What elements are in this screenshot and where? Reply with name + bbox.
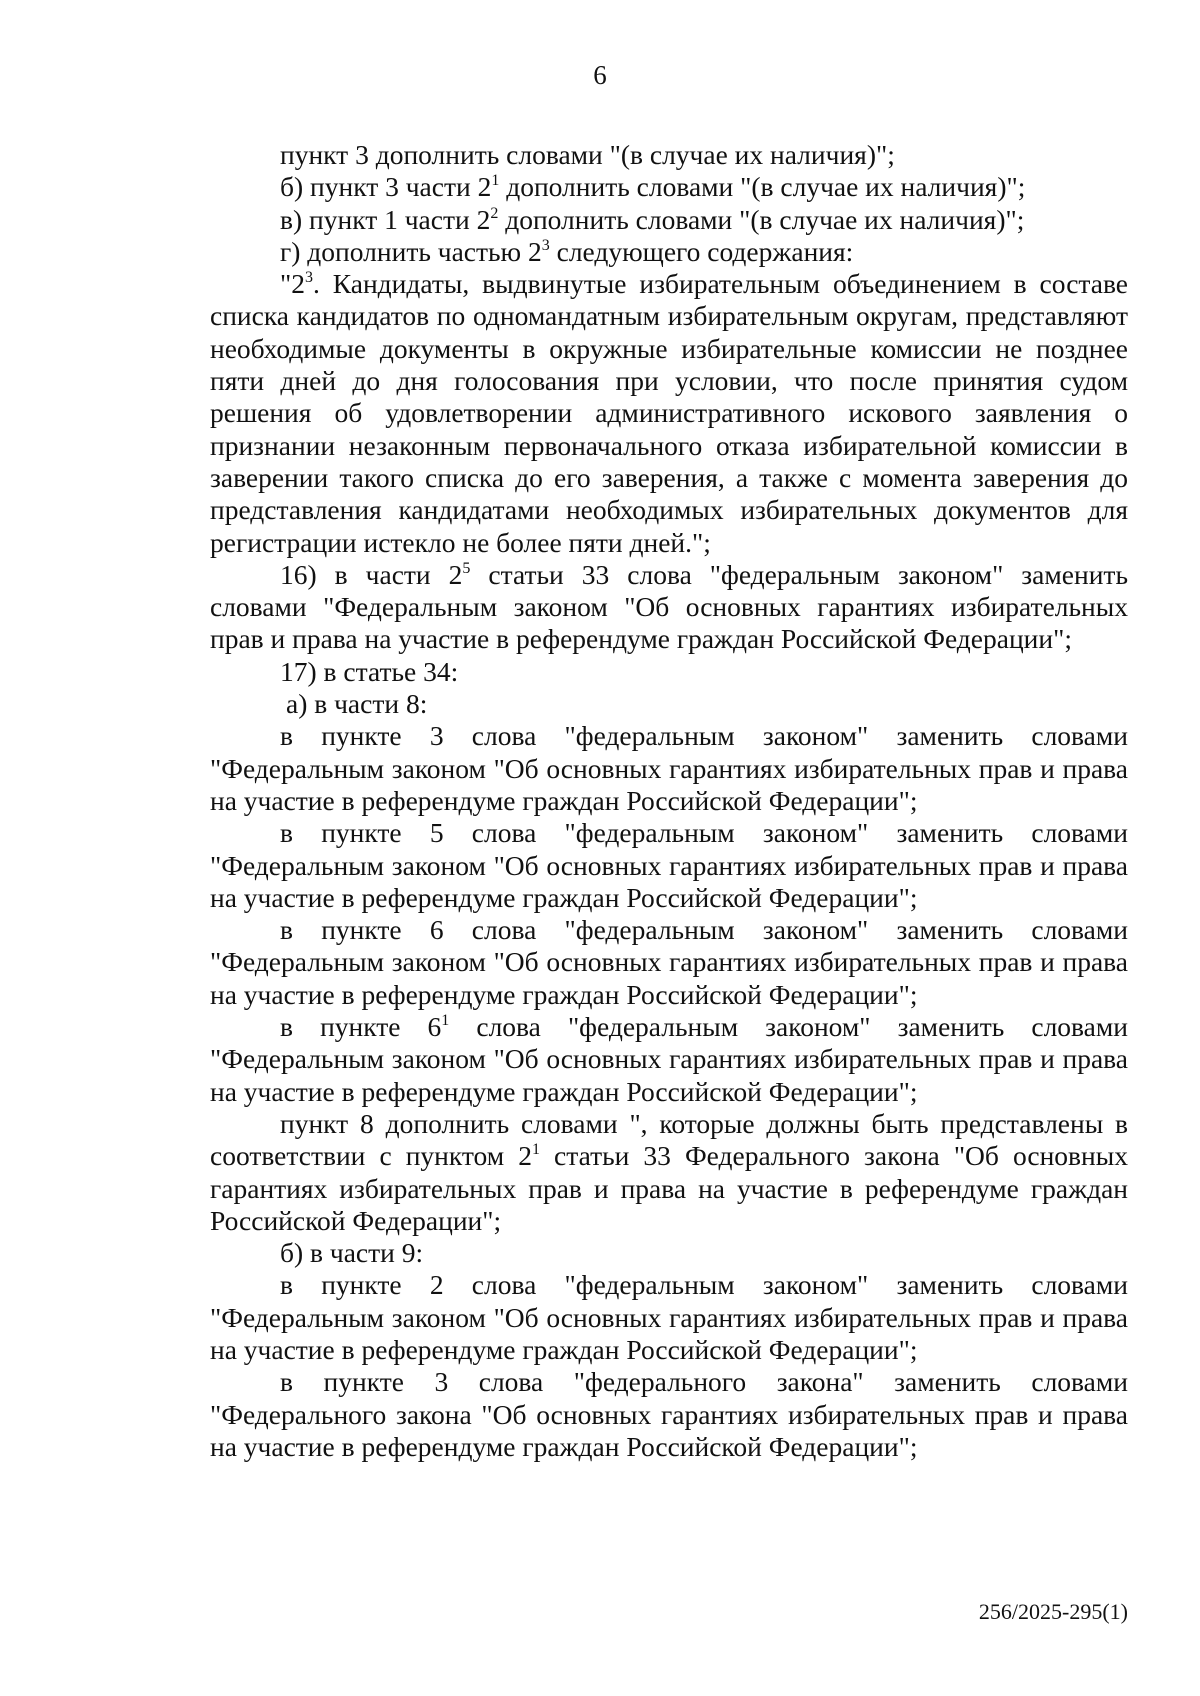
text-run: пункт 3 дополнить словами "(в случае их наличия)"; bbox=[280, 139, 895, 170]
text-run: б) пункт 3 части 2 bbox=[280, 171, 492, 203]
text-run: в) пункт 1 части 2 bbox=[280, 203, 491, 235]
para-punkt-3 bbox=[210, 720, 1128, 817]
superscript: 3 bbox=[304, 269, 313, 287]
superscript: 1 bbox=[441, 1012, 450, 1030]
text-run: в пункте 6 bbox=[280, 1011, 442, 1043]
document-body bbox=[210, 139, 1128, 1463]
para-punkt-5 bbox=[210, 817, 1128, 914]
para-g-dopolnit-chastyu bbox=[210, 236, 1128, 268]
text-run: в пункте 2 слова "федеральным законом" заменить словами "Федеральным законом "Об основных гарантиях избирательных прав и права на участие в референдуме граждан Российской Федерации"; bbox=[210, 1269, 1128, 1365]
para-punkt3-dopolnit bbox=[210, 139, 1128, 171]
para-v-punkt1-chast2-2 bbox=[210, 204, 1128, 236]
text-run: пункт 8 дополнить словами ", которые должны быть представлены в соответствии с пунктом 2 bbox=[210, 1107, 1128, 1172]
text-run: в пункте 5 слова "федеральным законом" заменить словами "Федеральным законом "Об основных гарантиях избирательных прав и права на участие в референдуме граждан Российской Федерации"; bbox=[210, 817, 1128, 913]
superscript: 1 bbox=[491, 172, 500, 190]
text-run: в пункте 3 слова "федеральным законом" заменить словами "Федеральным законом "Об основных гарантиях избирательных прав и права на участие в референдуме граждан Российской Федерации"; bbox=[210, 720, 1128, 816]
text-run: статьи 33 Федерального закона "Об основных гарантиях избирательных прав и права на участие в референдуме граждан Российской Федерации"; bbox=[210, 1140, 1128, 1236]
page-number: 6 bbox=[593, 60, 607, 90]
para-2-3-kandidaty bbox=[210, 268, 1128, 559]
superscript: 2 bbox=[490, 204, 499, 222]
text-run: б) в части 9: bbox=[280, 1237, 424, 1269]
text-run: в пункте 6 слова "федеральным законом" заменить словами "Федеральным законом "Об основных гарантиях избирательных прав и права на участие в референдуме граждан Российской Федерации"; bbox=[210, 914, 1128, 1010]
text-run: дополнить словами "(в случае их наличия)"; bbox=[499, 171, 1026, 203]
text-run: г) дополнить частью 2 bbox=[280, 235, 542, 267]
para-17-statya-34 bbox=[210, 656, 1128, 688]
superscript: 1 bbox=[531, 1141, 540, 1159]
para-b-chast-9 bbox=[210, 1237, 1128, 1269]
text-run: 17) в статье 34: bbox=[280, 655, 459, 687]
text-run: следующего содержания: bbox=[549, 235, 854, 267]
text-run: а) в части 8: bbox=[286, 688, 428, 720]
para-chast9-punkt-3 bbox=[210, 1366, 1128, 1463]
text-run: статьи 33 слова "федеральным законом" заменить словами "Федеральным законом "Об основных гарантиях избирательных прав и права на участие в референдуме граждан Российской Федерации"; bbox=[210, 558, 1128, 655]
para-punkt-8 bbox=[210, 1108, 1128, 1237]
text-run: . Кандидаты, выдвинутые избирательным объединением в составе списка кандидатов по одномандатным избирательным округам, представляют необходимые документы в окружные избирательные комиссии не позднее пяти дней до дня голосования при условии, что после принятия судом решения об удовлетворении административного искового заявления о признании незаконным первоначального отказа избирательной комиссии в заверении такого списка до его заверения, а также с момента заверения до представления кандидатами необходимых избирательных документов для регистрации истекло не более пяти дней."; bbox=[210, 268, 1128, 558]
para-punkt-6 bbox=[210, 914, 1128, 1011]
text-run: в пункте 3 слова "федерального закона" заменить словами "Федерального закона "Об основных гарантиях избирательных прав и права на участие в референдуме граждан Российской Федерации"; bbox=[210, 1366, 1128, 1462]
document-code: 256/2025-295(1) bbox=[978, 1599, 1128, 1624]
para-punkt-6-1 bbox=[210, 1011, 1128, 1108]
para-b-punkt3-chast2-1 bbox=[210, 171, 1128, 203]
text-run: дополнить словами "(в случае их наличия)"; bbox=[498, 203, 1025, 235]
para-chast9-punkt-2 bbox=[210, 1269, 1128, 1366]
para-a-chast-8 bbox=[210, 688, 1128, 720]
text-run: 16) в части 2 bbox=[280, 558, 463, 590]
para-16-statya-33 bbox=[210, 559, 1128, 656]
text-run: "2 bbox=[280, 268, 305, 300]
superscript: 5 bbox=[462, 559, 471, 577]
text-run: слова "федеральным законом" заменить словами "Федеральным законом "Об основных гарантиях избирательных прав и права на участие в референдуме граждан Российской Федерации"; bbox=[210, 1011, 1128, 1107]
superscript: 3 bbox=[541, 236, 550, 254]
